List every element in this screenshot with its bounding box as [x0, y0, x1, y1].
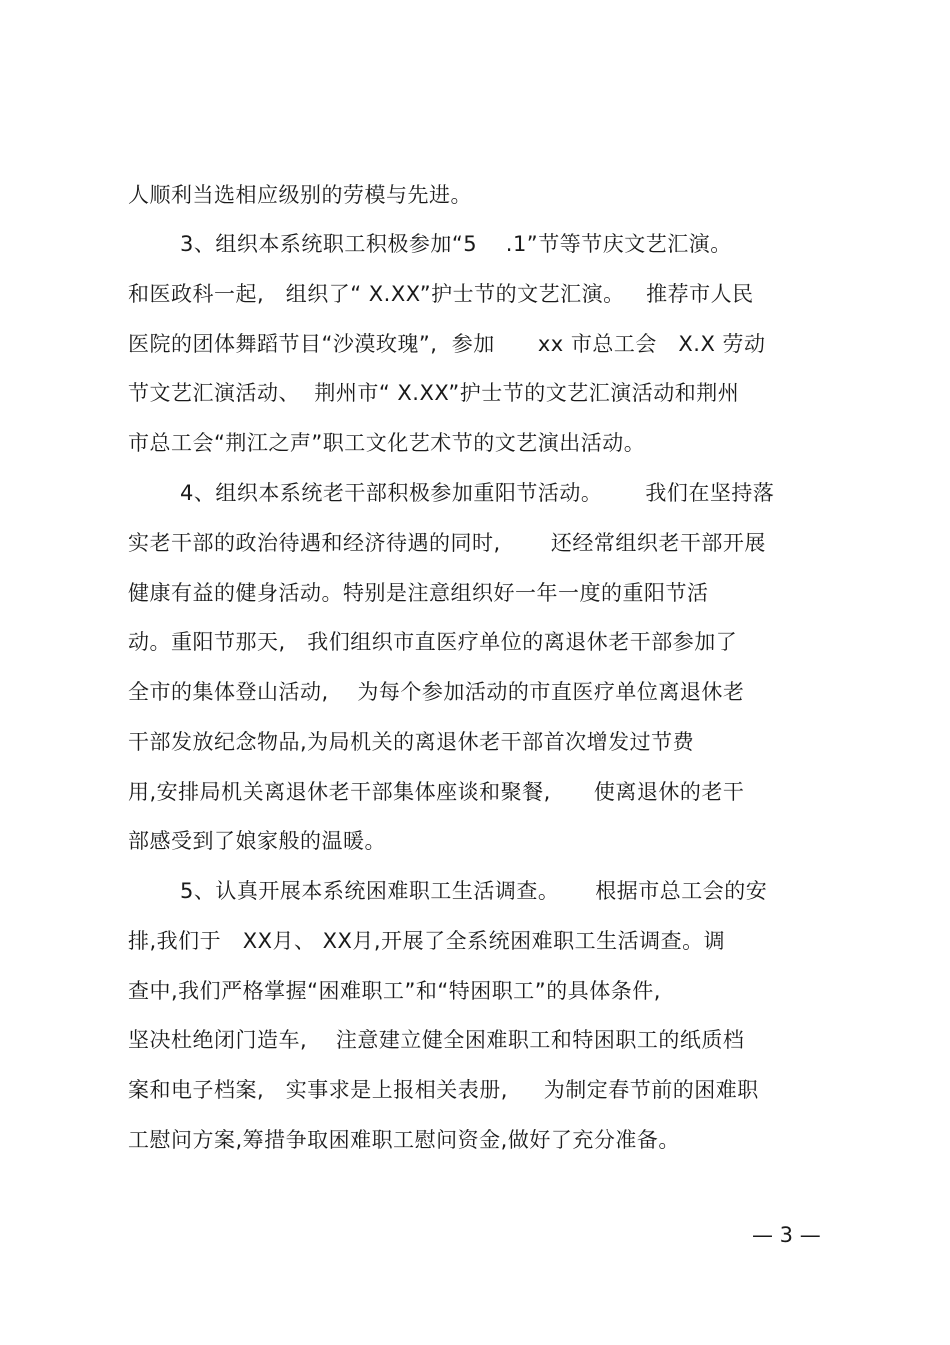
text-line-7: 4、组织本系统老干部积极参加重阳节活动。 我们在坚持落 [180, 481, 775, 505]
text-line-8: 实老干部的政治待遇和经济待遇的同时, 还经常组织老干部开展 [128, 531, 766, 555]
text-line-11: 全市的集体登山活动, 为每个参加活动的市直医疗单位离退休老 [128, 680, 745, 704]
text-line-3: 和医政科一起, 组织了“ X.XX”护士节的文艺汇演。 推荐市人民 [128, 282, 754, 306]
text-line-18: 坚决杜绝闭门造车, 注意建立健全困难职工和特困职工的纸质档 [128, 1028, 745, 1052]
text-line-2: 3、组织本系统职工积极参加“5 .1”节等节庆文艺汇演。 [180, 232, 732, 256]
text-line-9: 健康有益的健身活动。特别是注意组织好一年一度的重阳节活 [128, 581, 709, 605]
text-line-6: 市总工会“荆江之声”职工文化艺术节的文艺演出活动。 [128, 431, 646, 455]
text-line-13: 用,安排局机关离退休老干部集体座谈和聚餐, 使离退休的老干 [128, 780, 745, 804]
text-line-20: 工慰问方案,筹措争取困难职工慰问资金,做好了充分准备。 [128, 1128, 680, 1152]
text-line-4: 医院的团体舞蹈节目“沙漠玫瑰”, 参加 xx 市总工会 X.X 劳动 [128, 332, 766, 356]
text-line-12: 干部发放纪念物品,为局机关的离退休老干部首次增发过节费 [128, 730, 695, 754]
text-line-15: 5、认真开展本系统困难职工生活调查。 根据市总工会的安 [180, 879, 768, 903]
text-line-5: 节文艺汇演活动、 荆州市“ X.XX”护士节的文艺汇演活动和荆州 [128, 381, 740, 405]
text-line-14: 部感受到了娘家般的温暖。 [128, 829, 386, 853]
text-line-19: 案和电子档案, 实事求是上报相关表册, 为制定春节前的困难职 [128, 1078, 759, 1102]
text-line-16: 排,我们于 XX月、 XX月,开展了全系统困难职工生活调查。调 [128, 929, 726, 953]
page-number: — 3 — [752, 1223, 821, 1247]
text-line-10: 动。重阳节那天, 我们组织市直医疗单位的离退休老干部参加了 [128, 630, 738, 654]
text-line-17: 查中,我们严格掌握“困难职工”和“特困职工”的具体条件, [128, 979, 661, 1003]
text-line-1: 人顺利当选相应级别的劳模与先进。 [128, 183, 472, 207]
